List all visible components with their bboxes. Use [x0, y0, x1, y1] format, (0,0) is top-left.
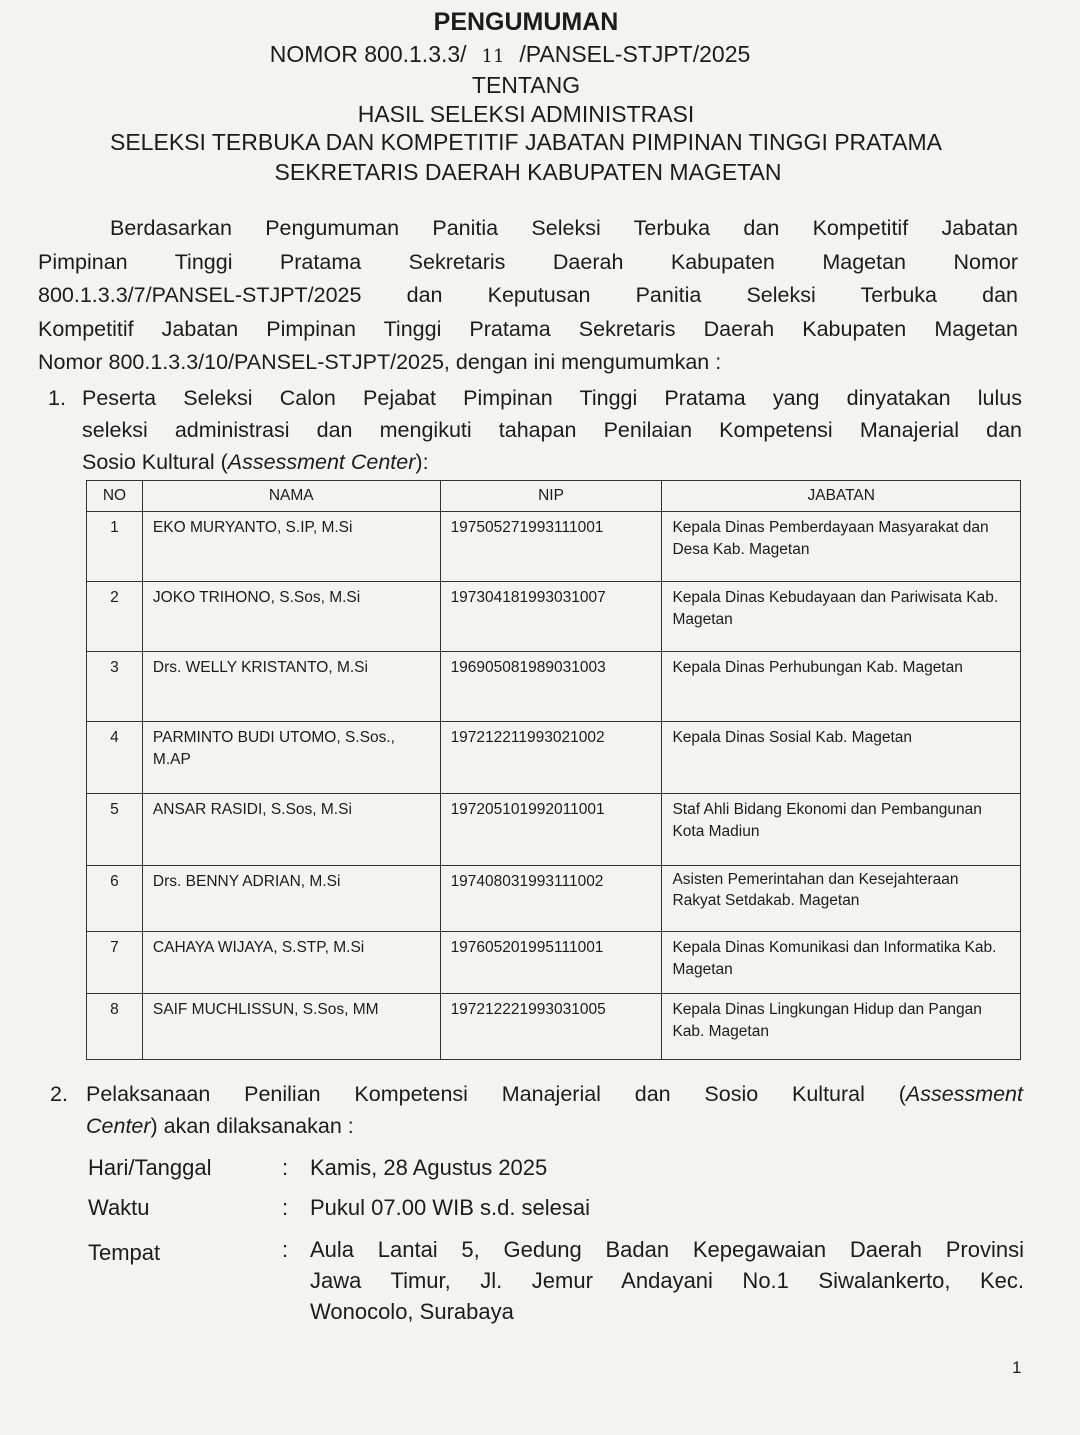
cell-nip: 197304181993031007	[440, 582, 662, 652]
cell-nama: Drs. WELLY KRISTANTO, M.Si	[142, 652, 440, 722]
list-item-text	[82, 382, 1022, 478]
schedule-value-line: Aula Lantai 5, Gedung Badan Kepegawaian Daerah Provinsi	[310, 1237, 1024, 1262]
cell-no: 3	[87, 652, 143, 722]
cell-nama: JOKO TRIHONO, S.Sos, M.Si	[142, 582, 440, 652]
list-item-number: 2.	[50, 1082, 68, 1106]
cell-nama: EKO MURYANTO, S.IP, M.Si	[142, 512, 440, 582]
schedule-value-line: Jawa Timur, Jl. Jemur Andayani No.1 Siwalankerto, Kec.	[310, 1268, 1024, 1293]
cell-nama: SAIF MUCHLISSUN, S.Sos, MM	[142, 994, 440, 1060]
tentang-label: TENTANG	[471, 72, 581, 98]
schedule-colon: :	[282, 1195, 289, 1220]
cell-nama: ANSAR RASIDI, S.Sos, M.Si	[142, 794, 440, 866]
column-header-no: NO	[87, 481, 143, 512]
cell-nip: 196905081989031003	[440, 652, 662, 722]
cell-nama: CAHAYA WIJAYA, S.STP, M.Si	[142, 932, 440, 994]
intro-line: Nomor 800.1.3.3/10/PANSEL-STJPT/2025, dengan ini mengumumkan :	[38, 350, 722, 374]
intro-line: Pimpinan Tinggi Pratama Sekretaris Daerah Kabupaten Magetan Nomor	[38, 249, 1018, 274]
cell-jabatan: Kepala Dinas Komunikasi dan Informatika Kab. Magetan	[662, 932, 1021, 994]
column-header-nama: NAMA	[142, 481, 440, 512]
cell-nip: 197212221993031005	[440, 994, 662, 1060]
schedule-colon: :	[282, 1237, 289, 1262]
intro-line: 800.1.3.3/7/PANSEL-STJPT/2025 dan Keputusan Panitia Seleksi Terbuka dan	[38, 283, 1018, 307]
text-segment: ):	[415, 450, 429, 474]
participants-table	[86, 480, 1021, 1060]
cell-nip: 197408031993111002	[440, 866, 662, 932]
text-segment: Sosio Kultural (	[82, 450, 228, 474]
italic-text: Assessment Center	[227, 450, 416, 474]
page-number: 1	[1012, 1358, 1022, 1377]
list-item-text	[86, 1078, 1023, 1142]
cell-jabatan: Kepala Dinas Kebudayaan dan Pariwisata Kab. Magetan	[662, 582, 1021, 652]
cell-jabatan: Staf Ahli Bidang Ekonomi dan Pembangunan Kota Madiun	[662, 794, 1021, 866]
schedule-label: Hari/Tanggal	[88, 1155, 212, 1180]
cell-jabatan: Asisten Pemerintahan dan Kesejahteraan Rakyat Setdakab. Magetan	[662, 866, 1021, 932]
cell-jabatan: Kepala Dinas Lingkungan Hidup dan Pangan Kab. Magetan	[662, 994, 1021, 1060]
list-item-number: 1.	[48, 386, 66, 410]
subject-line-3: SEKRETARIS DAERAH KABUPATEN MAGETAN	[274, 159, 782, 185]
cell-nip: 197505271993111001	[440, 512, 662, 582]
list-item-line: Peserta Seleksi Calon Pejabat Pimpinan Tinggi Pratama yang dinyatakan lulus	[82, 386, 1022, 410]
italic-text: Assessment	[905, 1082, 1023, 1106]
subject-line-2: SELEKSI TERBUKA DAN KOMPETITIF JABATAN PIMPINAN TINGGI PRATAMA	[110, 129, 942, 155]
cell-jabatan: Kepala Dinas Perhubungan Kab. Magetan	[662, 652, 1021, 722]
schedule-value	[310, 1234, 1024, 1327]
cell-no: 2	[87, 582, 143, 652]
list-item-line	[82, 446, 1022, 478]
table-row	[87, 512, 1021, 582]
table-row	[87, 722, 1021, 794]
list-item-line: seleksi administrasi dan mengikuti tahapan Penilaian Kompetensi Manajerial dan	[82, 418, 1022, 442]
text-segment: Pelaksanaan Penilian Kompetensi Manajerial dan Sosio Kultural (	[86, 1082, 906, 1106]
schedule-value: Pukul 07.00 WIB s.d. selesai	[310, 1195, 591, 1220]
column-header-jabatan: JABATAN	[662, 481, 1021, 512]
table-row	[87, 794, 1021, 866]
cell-nama: PARMINTO BUDI UTOMO, S.Sos., M.AP	[142, 722, 440, 794]
table-row	[87, 866, 1021, 932]
nomor-prefix: NOMOR 800.1.3.3/	[269, 41, 467, 67]
cell-nama: Drs. BENNY ADRIAN, M.Si	[142, 866, 440, 932]
table-row	[87, 994, 1021, 1060]
intro-paragraph	[38, 212, 1018, 380]
nomor-handwritten: 11	[481, 46, 505, 67]
list-item-line	[86, 1110, 1023, 1142]
intro-line: Kompetitif Jabatan Pimpinan Tinggi Pratama Sekretaris Daerah Kabupaten Magetan	[38, 316, 1018, 341]
schedule-value-line: Wonocolo, Surabaya	[310, 1299, 514, 1324]
document-number	[0, 40, 1050, 71]
cell-nip: 197605201995111001	[440, 932, 662, 994]
list-item-line	[86, 1078, 1023, 1110]
nomor-suffix: /PANSEL-STJPT/2025	[519, 41, 751, 67]
schedule-label: Waktu	[88, 1195, 150, 1220]
table-row	[87, 932, 1021, 994]
cell-jabatan: Kepala Dinas Sosial Kab. Magetan	[662, 722, 1021, 794]
cell-no: 1	[87, 512, 143, 582]
cell-no: 7	[87, 932, 143, 994]
cell-no: 8	[87, 994, 143, 1060]
subject-line-1: HASIL SELEKSI ADMINISTRASI	[357, 101, 695, 127]
cell-nip: 197205101992011001	[440, 794, 662, 866]
column-header-nip: NIP	[440, 481, 662, 512]
table-row	[87, 652, 1021, 722]
cell-no: 6	[87, 866, 143, 932]
intro-line: Berdasarkan Pengumuman Panitia Seleksi Terbuka dan Kompetitif Jabatan	[110, 216, 1018, 240]
table-row	[87, 582, 1021, 652]
document-title: PENGUMUMAN	[433, 8, 619, 36]
cell-no: 4	[87, 722, 143, 794]
table-header-row	[87, 481, 1021, 512]
italic-text: Center	[86, 1114, 151, 1138]
schedule-label: Tempat	[88, 1240, 161, 1265]
cell-no: 5	[87, 794, 143, 866]
cell-nip: 197212211993021002	[440, 722, 662, 794]
schedule-colon: :	[282, 1155, 289, 1180]
text-segment: ) akan dilaksanakan :	[150, 1114, 354, 1138]
cell-jabatan: Kepala Dinas Pemberdayaan Masyarakat dan Desa Kab. Magetan	[662, 512, 1021, 582]
schedule-value: Kamis, 28 Agustus 2025	[310, 1155, 548, 1180]
